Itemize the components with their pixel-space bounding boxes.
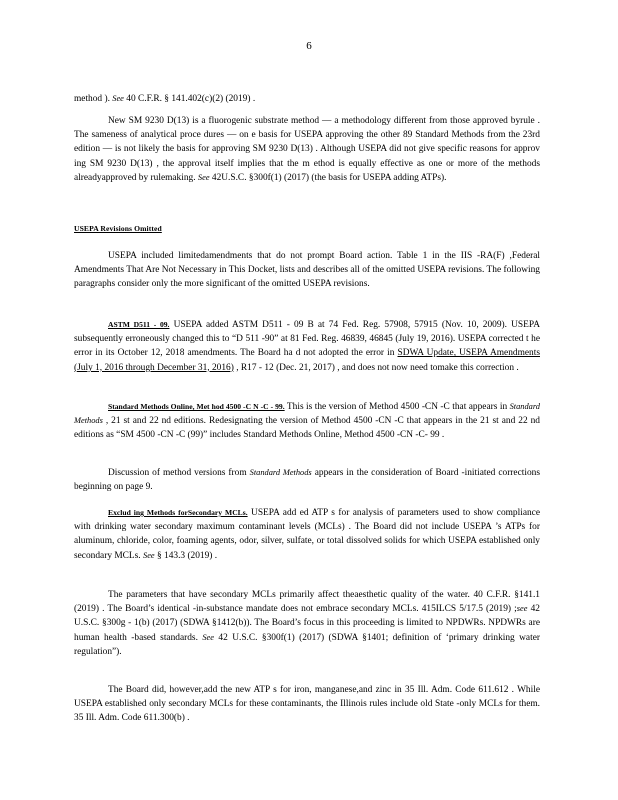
paragraph-astm-d511	[74, 318, 540, 375]
citation-signal: Standard Methods	[249, 468, 312, 477]
text-run: 42 U.S.C. §300f(1) (2017) (SDWA §1401; definition of ‘primary drinking water regulation”).	[74, 632, 540, 657]
text-run: USEPA add ed ATP s for analysis of parameters used to show compliance with drinking water secondary maximum contaminant levels (MCLs) . The Board did not include USEPA ’s ATPs for aluminum, chloride, color, foaming agents, odor, silver, sulfate, or total dissolved solids for which USEPA established only secondary MCLs.	[74, 508, 541, 561]
case-title: SDWA Update, USEPA Amendments (July 1, 2016 through December 31, 2016)	[74, 348, 540, 373]
text-run: The parameters that have secondary MCLs primarily affect theaesthetic quality of the water. 40 C.F.R. §141.1 (2019) . The Board’s identical -in-substance mandate does not embrace secondary MCLs. 415ILCS 5/17.5 (2019) ;	[74, 590, 540, 615]
text-run: This is the version of Method 4500 -CN -C that appears in	[284, 402, 510, 412]
citation-signal: See	[202, 632, 214, 642]
text-run: § 143.3 (2019) .	[154, 550, 218, 561]
text-run: 42U.S.C. §300f(1) (2017) (the basis for USEPA adding ATPs).	[209, 172, 447, 183]
page-number: 6	[306, 40, 312, 52]
citation-signal: Standard Methods	[74, 402, 540, 426]
text-run: 40 C.F.R. § 141.402(c)(2) (2019) .	[123, 94, 256, 104]
citation-signal: See	[197, 172, 210, 182]
text-run: 42 U.S.C. §300g - 1(b) (2017) (SDWA §1412(b)). The Board’s focus in this proceeding is limited to NPDWRs. NPDWRs are human health -based standards.	[74, 604, 540, 643]
paragraph-sm9230	[74, 114, 540, 185]
paragraph-method-citation	[74, 92, 540, 106]
paragraph-standard-methods-online	[74, 400, 540, 443]
text-run: The Board did, however,add the new ATP s for iron, manganese,and zinc in 35 Ill. Adm. Code 611.612 . While USEPA established only secondary MCLs for these contaminants, the Illinois rules include old State -only MCLs for them. 35 Ill. Adm. Code 611.300(b) .	[74, 685, 540, 724]
text-run: appears in the consideration of Board -initiated corrections beginning on page 9.	[74, 468, 540, 493]
run-in-subheading: ASTM D511 - 09.	[108, 320, 170, 329]
citation-signal: see	[516, 604, 528, 614]
text-run: USEPA added ASTM D511 - 09 B at 74 Fed. Reg. 57908, 57915 (Nov. 10, 2009). USEPA subsequently erroneously changed this to “D 511 -90” at 81 Fed. Reg. 46839, 46845 (July 19, 2016). USEPA corrected t he error in its October 12, 2018 amendments. The Board ha d not adopted the error in	[74, 320, 540, 359]
paragraph-excluding-secondary-mcls	[74, 506, 540, 563]
text-run: method ).	[74, 94, 113, 104]
text-run: USEPA included limitedamendments that do not prompt Board action. Table 1 in the IIS -RA(F) ,Federal Amendments That Are Not Necessary in This Docket, lists and describes all of the omitted USEPA revisions. The following paragraphs consider only the more significant of the omitted USEPA revisions.	[74, 251, 540, 290]
text-run: , R17 - 12 (Dec. 21, 2017) , and does not now need tomake this correction .	[233, 362, 519, 373]
paragraph-discussion-methods	[74, 466, 540, 494]
text-run: , 21 st and 22 nd editions. Redesignating the version of Method 4500 -CN -C that appears in the 21 st and 22 nd editions as “SM 4500 -CN -C (99)” includes Standard Methods Online, Method 4500 -CN -C- 99 .	[74, 416, 540, 441]
paragraph-board-added-atps	[74, 683, 540, 726]
citation-signal: See	[112, 94, 124, 103]
paragraph-usepa-included	[74, 249, 540, 292]
text-run: New SM 9230 D(13) is a fluorogenic substrate method — a methodology different from those approved byrule . The sameness of analytical proce dures — on e basis for USEPA approving the other 89 Standard Methods from the 23rd edition — is not likely the basis for approving SM 9230 D(13) . Although USEPA did not give specific reasons for approv ing SM 9230 D(13) , the approval itself implies that the m ethod is equally effective as one or more of the methods alreadyapproved by rulemaking.	[74, 116, 540, 183]
text-run: Discussion of method versions from	[108, 468, 250, 478]
run-in-subheading: Exclud ing Methods forSecondary MCLs.	[108, 508, 248, 517]
citation-signal: See	[143, 550, 155, 560]
section-heading-usepa-revisions-omitted: USEPA Revisions Omitted	[74, 224, 162, 233]
run-in-subheading: Standard Methods Online, Met hod 4500 -C N -C - 99.	[108, 402, 285, 411]
paragraph-secondary-mcl-parameters	[74, 588, 540, 659]
